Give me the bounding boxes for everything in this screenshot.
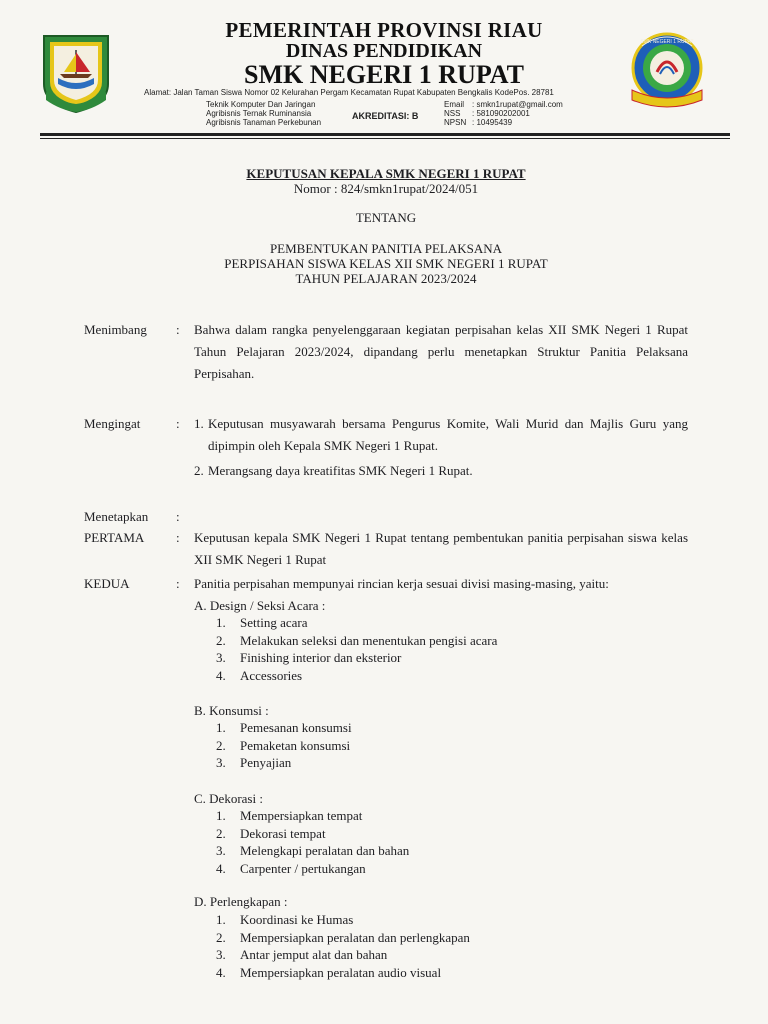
list-item: 1. Pemesanan konsumsi — [216, 720, 352, 735]
list-item: 1. Mempersiapkan tempat — [216, 808, 363, 823]
mengingat-item: Merangsang daya kreatifitas SMK Negeri 1 Rupat. — [208, 463, 473, 478]
menimbang-colon: : — [176, 322, 180, 337]
menimbang-text: Bahwa dalam rangka penyelenggaraan kegiatan perpisahan kelas XII SMK Negeri 1 Rupat Tahun Pelajaran 2023/2024, dipandang perlu menetapkan Struktur Panitia Pelaksana Perpisahan. — [194, 322, 688, 381]
list-item: 2. Melakukan seleksi dan menentukan pengisi acara — [216, 632, 498, 648]
program-item: Agribisnis Tanaman Perkebunan — [206, 118, 322, 127]
letterhead-rule-thin — [40, 138, 730, 139]
pertama-colon: : — [176, 530, 180, 545]
section-head-perlengkapan: D. Perlengkapan : — [194, 894, 288, 909]
menimbang-label: Menimbang — [84, 322, 147, 337]
list-item: 2. Mempersiapkan peralatan dan perlengkapan — [216, 929, 470, 945]
mengingat-num: 2. — [194, 463, 204, 478]
contact-row — [444, 100, 563, 109]
decree-subject-line: TAHUN PELAJARAN 2023/2024 — [295, 271, 477, 286]
school-emblem-icon — [624, 30, 710, 112]
decree-subject-line: PERPISAHAN SISWA KELAS XII SMK NEGERI 1 RUPAT — [224, 256, 548, 271]
menetapkan-label: Menetapkan — [84, 509, 149, 524]
contact-value: : 581090202001 — [472, 109, 530, 118]
section-head-konsumsi: B. Konsumsi : — [194, 703, 269, 718]
pertama-text: Keputusan kepala SMK Negeri 1 Rupat tentang pembentukan panitia perpisahan siswa kelas XII SMK Negeri 1 Rupat — [194, 530, 688, 567]
list-item: 4. Mempersiapkan peralatan audio visual — [216, 964, 442, 980]
program-item: Agribisnis Ternak Ruminansia — [206, 109, 312, 118]
mengingat-label: Mengingat — [84, 416, 141, 431]
decree-title: KEPUTUSAN KEPALA SMK NEGERI 1 RUPAT — [246, 166, 526, 181]
section-list-acara — [216, 614, 497, 684]
list-item: 2. Pemaketan konsumsi — [216, 737, 351, 753]
accreditation-label: AKREDITASI: B — [352, 111, 419, 121]
list-item: 4. Carpenter / pertukangan — [216, 860, 366, 876]
letterhead-government: PEMERINTAH PROVINSI RIAU — [225, 18, 543, 42]
list-item: 3. Melengkapi peralatan dan bahan — [216, 843, 410, 858]
school-emblem-text: SMK NEGERI 1 RUPAT — [640, 39, 694, 45]
section-list-dekorasi — [216, 807, 409, 877]
letterhead-programs — [206, 100, 321, 127]
list-item: 3. Finishing interior dan eksterior — [216, 650, 402, 665]
list-item: 3. Antar jemput alat dan bahan — [216, 947, 388, 962]
contact-key: Email — [444, 100, 465, 109]
list-item: 2. Dekorasi tempat — [216, 825, 326, 841]
list-item: 3. Penyajian — [216, 755, 292, 770]
mengingat-colon: : — [176, 416, 180, 431]
contact-value: : 10495439 — [472, 118, 513, 127]
list-item: 1. Setting acara — [216, 615, 308, 630]
section-list-konsumsi — [216, 719, 352, 772]
decree-subject-line: PEMBENTUKAN PANITIA PELAKSANA — [269, 241, 503, 256]
kedua-colon: : — [176, 576, 180, 591]
letterhead-contacts — [444, 100, 563, 127]
letterhead-department: DINAS PENDIDIKAN — [285, 40, 483, 62]
mengingat-item: Keputusan musyawarah bersama Pengurus Komite, Wali Murid dan Majlis Guru yang dipimpin oleh Kepala SMK Negeri 1 Rupat. — [208, 416, 688, 453]
program-item: Teknik Komputer Dan Jaringan — [206, 100, 316, 109]
contact-row — [444, 109, 563, 118]
contact-key: NPSN — [444, 118, 467, 127]
kedua-text: Panitia perpisahan mempunyai rincian kerja sesuai divisi masing-masing, yaitu: — [194, 576, 609, 591]
contact-row — [444, 118, 563, 127]
letterhead-rule-thick — [40, 133, 730, 136]
kedua-label: KEDUA — [84, 576, 130, 591]
decree-tentang: TENTANG — [355, 210, 417, 225]
contact-value: : smkn1rupat@gmail.com — [472, 100, 563, 109]
menetapkan-colon: : — [176, 509, 180, 524]
pertama-label: PERTAMA — [84, 530, 145, 545]
section-list-perlengkapan — [216, 911, 470, 981]
list-item: 1. Koordinasi ke Humas — [216, 912, 354, 927]
section-head-dekorasi: C. Dekorasi : — [194, 791, 263, 806]
letterhead-address: Alamat: Jalan Taman Siswa Nomor 02 Kelurahan Pergam Kecamatan Rupat Kabupaten Bengkalis KodePos. 28781 — [144, 88, 554, 97]
section-head-acara: A. Design / Seksi Acara : — [194, 598, 326, 613]
list-item: 4. Accessories — [216, 667, 303, 683]
mengingat-num: 1. — [194, 416, 204, 431]
decree-number: Nomor : 824/smkn1rupat/2024/051 — [293, 181, 479, 196]
contact-key: NSS — [444, 109, 461, 118]
letterhead-school-name: SMK NEGERI 1 RUPAT — [244, 60, 524, 89]
